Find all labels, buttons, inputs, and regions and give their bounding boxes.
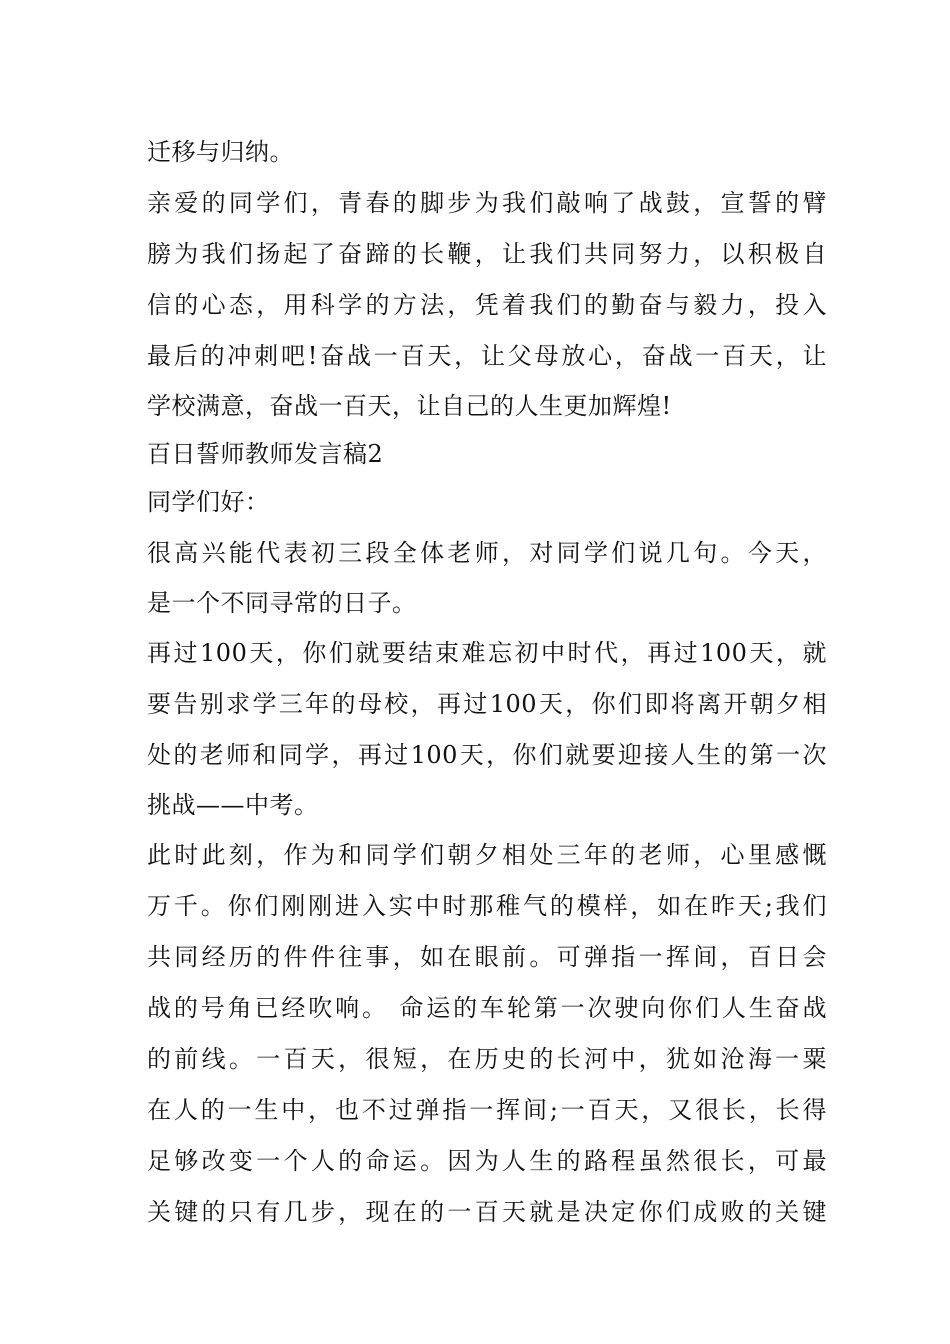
text-line: 学校满意，奋战一百天，让自己的人生更加辉煌!	[147, 392, 672, 420]
text-line: 再过100天，你们就要结束难忘初中时代，再过100天，就	[147, 639, 827, 667]
text-line: 要告别求学三年的母校，再过100天，你们即将离开朝夕相	[147, 690, 827, 718]
section-heading: 百日誓师教师发言稿2	[147, 440, 384, 468]
text-line: 此时此刻，作为和同学们朝夕相处三年的老师，心里感慨	[147, 841, 827, 869]
text-line: 关键的只有几步，现在的一百天就是决定你们成败的关键	[147, 1198, 827, 1226]
text-line: 在人的一生中，也不过弹指一挥间;一百天，又很长，长得	[147, 1096, 827, 1124]
text-line: 亲爱的同学们，青春的脚步为我们敲响了战鼓，宣誓的臂	[147, 189, 827, 217]
text-line: 的前线。一百天，很短，在历史的长河中，犹如沧海一粟	[147, 1045, 827, 1073]
text-line: 信的心态，用科学的方法，凭着我们的勤奋与毅力，投入	[147, 291, 827, 319]
text-line: 迁移与归纳。	[147, 138, 294, 166]
greeting-line: 同学们好：	[147, 488, 270, 516]
text-line: 足够改变一个人的命运。因为人生的路程虽然很长，可最	[147, 1147, 827, 1175]
text-line: 战的号角已经吹响。 命运的车轮第一次驶向你们人生奋战	[147, 994, 827, 1022]
text-line: 挑战——中考。	[147, 791, 319, 819]
text-line: 万千。你们刚刚进入实中时那稚气的模样，如在昨天;我们	[147, 892, 827, 920]
text-line: 是一个不同寻常的日子。	[147, 589, 417, 617]
text-line: 很高兴能代表初三段全体老师，对同学们说几句。今天，	[147, 539, 827, 567]
text-line: 膀为我们扬起了奋蹄的长鞭，让我们共同努力，以积极自	[147, 240, 827, 268]
text-line: 共同经历的件件往事，如在眼前。可弹指一挥间，百日会	[147, 943, 827, 971]
text-line: 最后的冲刺吧!奋战一百天，让父母放心，奋战一百天，让	[147, 342, 827, 370]
text-line: 处的老师和同学，再过100天，你们就要迎接人生的第一次	[147, 741, 827, 769]
